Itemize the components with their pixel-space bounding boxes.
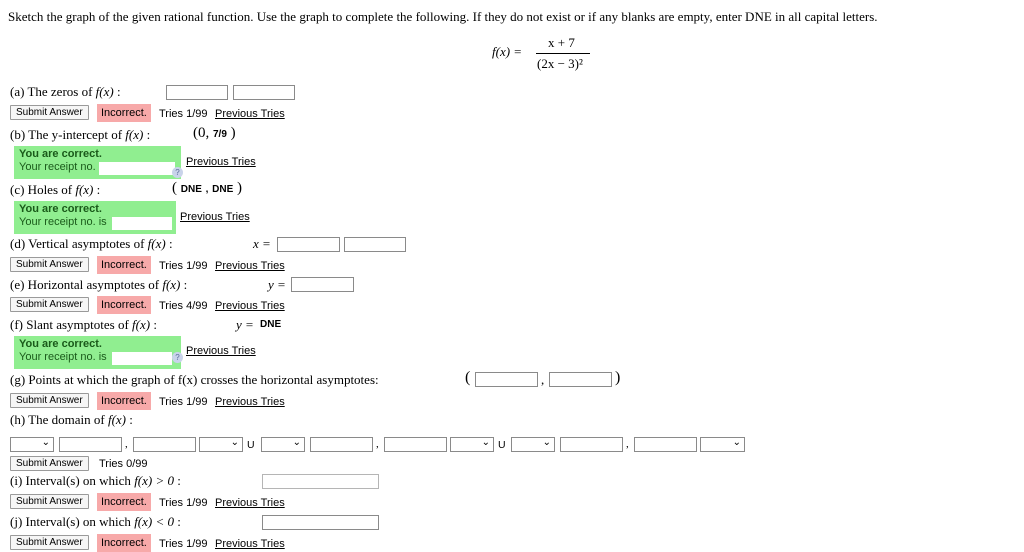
tries-e: Tries 4/99: [159, 300, 208, 312]
domain-comma-2: ,: [376, 438, 379, 450]
submit-answer-button-g[interactable]: Submit Answer: [10, 393, 89, 408]
function-numerator: x + 7: [548, 35, 575, 50]
receipt-text-f: Your receipt no. is: [19, 351, 107, 363]
domain-input-2[interactable]: [133, 437, 196, 452]
incorrect-badge-e: Incorrect.: [97, 296, 151, 314]
crossing-x-input[interactable]: [475, 372, 538, 387]
holes-y-value: DNE: [212, 184, 234, 195]
correct-text-c: You are correct.: [19, 203, 102, 215]
question-b-label: (b) The y-intercept of f(x) :: [10, 127, 151, 142]
g-open-paren: (: [465, 369, 471, 386]
previous-tries-link-f[interactable]: Previous Tries: [186, 345, 256, 357]
chevron-down-icon: ⌄: [481, 437, 490, 448]
domain-comma-3: ,: [626, 438, 629, 450]
previous-tries-link-d[interactable]: Previous Tries: [215, 260, 285, 272]
previous-tries-link-a[interactable]: Previous Tries: [215, 108, 285, 120]
tries-i: Tries 1/99: [159, 497, 208, 509]
domain-bracket-select-4[interactable]: [450, 437, 494, 452]
previous-tries-link-b[interactable]: Previous Tries: [186, 156, 256, 168]
domain-bracket-select-1[interactable]: [10, 437, 54, 452]
receipt-field-c: [112, 217, 172, 230]
domain-bracket-select-3[interactable]: [261, 437, 305, 452]
horizontal-asymptote-input[interactable]: [291, 277, 354, 292]
incorrect-badge-i: Incorrect.: [97, 493, 151, 511]
submit-answer-button-h[interactable]: Submit Answer: [10, 456, 89, 471]
question-c-label: (c) Holes of f(x) :: [10, 182, 101, 197]
submit-answer-button-i[interactable]: Submit Answer: [10, 494, 89, 509]
vertical-asymptote-var: x =: [253, 236, 271, 251]
crossing-y-input[interactable]: [549, 372, 612, 387]
question-i-label: (i) Interval(s) on which f(x) > 0 :: [10, 473, 181, 488]
incorrect-badge-a: Incorrect.: [97, 104, 151, 122]
domain-input-6[interactable]: [634, 437, 697, 452]
function-denominator: (2x − 3)²: [537, 56, 583, 71]
domain-bracket-select-6[interactable]: [700, 437, 745, 452]
function-lhs: f(x) =: [492, 44, 523, 59]
previous-tries-link-i[interactable]: Previous Tries: [215, 497, 285, 509]
holes-answer: ( DNE , DNE ): [172, 180, 243, 196]
domain-input-4[interactable]: [384, 437, 447, 452]
domain-input-5[interactable]: [560, 437, 623, 452]
positive-interval-input[interactable]: [262, 474, 379, 489]
tries-a: Tries 1/99: [159, 108, 208, 120]
submit-answer-button-j[interactable]: Submit Answer: [10, 535, 89, 550]
slant-asymptote-value: DNE: [260, 319, 282, 330]
submit-answer-button-d[interactable]: Submit Answer: [10, 257, 89, 272]
tries-j: Tries 1/99: [159, 538, 208, 550]
zeros-input-2[interactable]: [233, 85, 295, 100]
vertical-asymptote-input-1[interactable]: [277, 237, 340, 252]
correct-text-b: You are correct.: [19, 148, 102, 160]
previous-tries-link-e[interactable]: Previous Tries: [215, 300, 285, 312]
y-intercept-answer: (0, 7/9 ): [193, 125, 236, 141]
chevron-down-icon: ⌄: [41, 437, 50, 448]
negative-interval-input[interactable]: [262, 515, 379, 530]
previous-tries-link-j[interactable]: Previous Tries: [215, 538, 285, 550]
g-comma: ,: [541, 372, 545, 387]
previous-tries-link-g[interactable]: Previous Tries: [215, 396, 285, 408]
incorrect-badge-g: Incorrect.: [97, 392, 151, 410]
receipt-text-b: Your receipt no.: [19, 161, 96, 173]
domain-input-3[interactable]: [310, 437, 373, 452]
instructions-text: Sketch the graph of the given rational function. Use the graph to complete the following. If they do not exist or if any blanks are empty, enter DNE in all capital letters.: [8, 9, 878, 24]
horizontal-asymptote-var: y =: [268, 277, 286, 292]
tries-d: Tries 1/99: [159, 260, 208, 272]
chevron-down-icon: ⌄: [542, 437, 551, 448]
submit-answer-button-e[interactable]: Submit Answer: [10, 297, 89, 312]
domain-comma-1: ,: [125, 438, 128, 450]
chevron-down-icon: ⌄: [292, 437, 301, 448]
domain-input-1[interactable]: [59, 437, 122, 452]
union-symbol-1: U: [247, 439, 255, 451]
receipt-text-c: Your receipt no. is: [19, 216, 107, 228]
chevron-down-icon: ⌄: [230, 437, 239, 448]
question-j-label: (j) Interval(s) on which f(x) < 0 :: [10, 514, 181, 529]
fraction-bar: [536, 53, 590, 54]
vertical-asymptote-input-2[interactable]: [344, 237, 406, 252]
incorrect-badge-d: Incorrect.: [97, 256, 151, 274]
question-f-label: (f) Slant asymptotes of f(x) :: [10, 317, 157, 332]
question-e-label: (e) Horizontal asymptotes of f(x) :: [10, 277, 188, 292]
correct-text-f: You are correct.: [19, 338, 102, 350]
slant-asymptote-var: y =: [236, 317, 254, 332]
chevron-down-icon: ⌄: [732, 437, 741, 448]
help-icon-b[interactable]: ?: [172, 167, 183, 178]
question-d-label: (d) Vertical asymptotes of f(x) :: [10, 236, 173, 251]
domain-bracket-select-5[interactable]: [511, 437, 555, 452]
receipt-field-b: [99, 162, 175, 175]
tries-g: Tries 1/99: [159, 396, 208, 408]
g-close-paren: ): [615, 369, 621, 386]
zeros-input-1[interactable]: [166, 85, 228, 100]
tries-h: Tries 0/99: [99, 458, 148, 470]
question-g-label: (g) Points at which the graph of f(x) crosses the horizontal asymptotes:: [10, 372, 379, 387]
submit-answer-button-a[interactable]: Submit Answer: [10, 105, 89, 120]
holes-x-value: DNE: [180, 184, 202, 195]
question-a-label: (a) The zeros of f(x) :: [10, 84, 121, 99]
union-symbol-2: U: [498, 439, 506, 451]
question-h-label: (h) The domain of f(x) :: [10, 412, 133, 427]
receipt-field-f: [112, 352, 172, 365]
y-intercept-value: 7/9: [213, 129, 227, 140]
domain-bracket-select-2[interactable]: [199, 437, 243, 452]
help-icon-f[interactable]: ?: [172, 352, 183, 363]
previous-tries-link-c[interactable]: Previous Tries: [180, 211, 250, 223]
incorrect-badge-j: Incorrect.: [97, 534, 151, 552]
